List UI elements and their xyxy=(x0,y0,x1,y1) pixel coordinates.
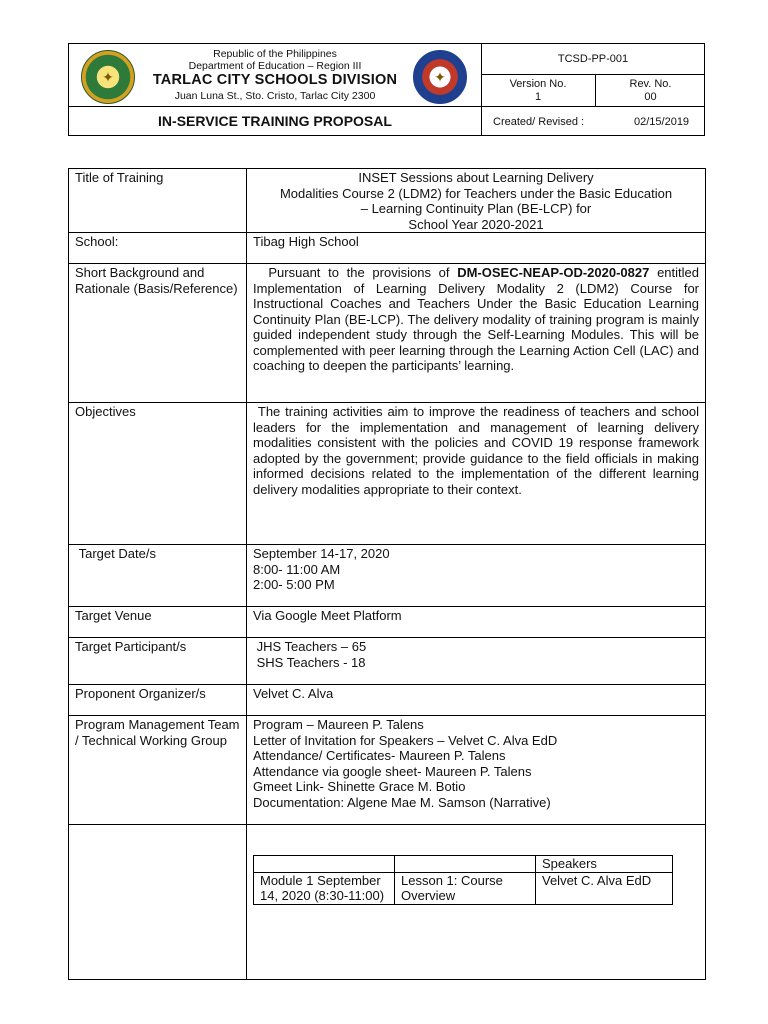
schedule-cell xyxy=(247,825,706,980)
empty-cell xyxy=(69,825,247,980)
row-label: Objectives xyxy=(69,403,247,545)
divider xyxy=(481,74,705,75)
table-row xyxy=(69,169,706,233)
module-cell: Module 1 September 14, 2020 (8:30-11:00) xyxy=(254,872,395,904)
table-row xyxy=(69,716,706,825)
school-name: Tibag High School xyxy=(247,233,706,264)
department-text: Department of Education – Region III xyxy=(188,60,362,72)
speaker-cell: Velvet C. Alva EdD xyxy=(536,872,673,904)
version-cell xyxy=(481,78,595,104)
document-header xyxy=(68,43,705,136)
revision-cell xyxy=(596,78,705,104)
table-row xyxy=(69,403,706,545)
memo-reference: DM-OSEC-NEAP-OD-2020-0827 xyxy=(457,265,650,280)
table-row xyxy=(254,872,673,904)
training-title: INSET Sessions about Learning Delivery Modalities Course 2 (LDM2) for Teachers under the Basic Education – Learning Continuity Plan (BE-LCP) for School Year 2020-2021 xyxy=(247,169,706,233)
program-team-list: Program – Maureen P. Talens Letter of Invitation for Speakers – Velvet C. Alva EdD Attendance/ Certificates- Maureen P. Talens Attendance via google sheet- Maureen P. Talens Gmeet Link- Shinette Grace M. Botio Documentation: Algene Mae M. Samson (Narrative) xyxy=(247,716,706,825)
proponent-name: Velvet C. Alva xyxy=(247,685,706,716)
row-label: Target Venue xyxy=(69,607,247,638)
created-date: 02/15/2019 xyxy=(634,116,690,128)
revision-value: 00 xyxy=(644,91,657,103)
proposal-table xyxy=(68,168,706,980)
table-row xyxy=(69,233,706,264)
target-venue: Via Google Meet Platform xyxy=(247,607,706,638)
table-row xyxy=(69,685,706,716)
row-label: Short Background and Rationale (Basis/Reference) xyxy=(69,264,247,403)
division-address: Juan Luna St., Sto. Cristo, Tarlac City 2300 xyxy=(174,90,376,102)
row-label: Target Date/s xyxy=(69,545,247,607)
table-row xyxy=(69,264,706,403)
form-title: IN-SERVICE TRAINING PROPOSAL xyxy=(158,113,392,129)
table-cell xyxy=(254,856,395,873)
row-label: School: xyxy=(69,233,247,264)
divider xyxy=(69,106,704,107)
table-cell xyxy=(395,856,536,873)
schedule-table xyxy=(253,855,673,905)
speakers-header: Speakers xyxy=(536,856,673,873)
table-row xyxy=(69,825,706,980)
table-row xyxy=(69,607,706,638)
lesson-cell: Lesson 1: Course Overview xyxy=(395,872,536,904)
version-label: Version No. xyxy=(509,78,567,90)
target-participants: JHS Teachers – 65 SHS Teachers - 18 xyxy=(247,638,706,685)
republic-text: Republic of the Philippines xyxy=(213,48,337,60)
created-label: Created/ Revised : xyxy=(493,116,585,128)
table-row xyxy=(69,638,706,685)
row-label: Program Management Team / Technical Working Group xyxy=(69,716,247,825)
version-value: 1 xyxy=(534,91,542,103)
background-text: Pursuant to the provisions of DM-OSEC-NEAP-OD-2020-0827 entitled Implementation of Learning Delivery Modality 2 (LDM2) Course for Instructional Coaches and Teachers Under the Basic Education Learning Continuity Plan (BE-LCP). The delivery modality of training program is mainly guided independent study through the Self-Learning Modules. This will be complemented with peer learning through the Learning Action Cell (LAC) and coaching to deepen the participants’ learning. xyxy=(247,264,706,403)
row-label: Target Participant/s xyxy=(69,638,247,685)
row-label: Proponent Organizer/s xyxy=(69,685,247,716)
row-label: Title of Training xyxy=(69,169,247,233)
table-row xyxy=(254,856,673,873)
document-code: TCSD-PP-001 xyxy=(557,53,629,65)
deped-region-seal-logo: ✦ xyxy=(413,50,467,104)
target-dates: September 14-17, 2020 8:00- 11:00 AM 2:00- 5:00 PM xyxy=(247,545,706,607)
revision-label: Rev. No. xyxy=(629,78,672,90)
objectives-text: The training activities aim to improve the readiness of teachers and school leaders for the implementation and management of learning delivery modalities consistent with the policies and COVID 19 response framework adopted by the government; provide guidance to the field officials in making informed decisions related to the implementation of the different learning delivery modalities appropriate to their context. xyxy=(247,403,706,545)
division-title: TARLAC CITY SCHOOLS DIVISION xyxy=(152,72,398,88)
table-row xyxy=(69,545,706,607)
deped-seal-logo: ✦ xyxy=(81,50,135,104)
